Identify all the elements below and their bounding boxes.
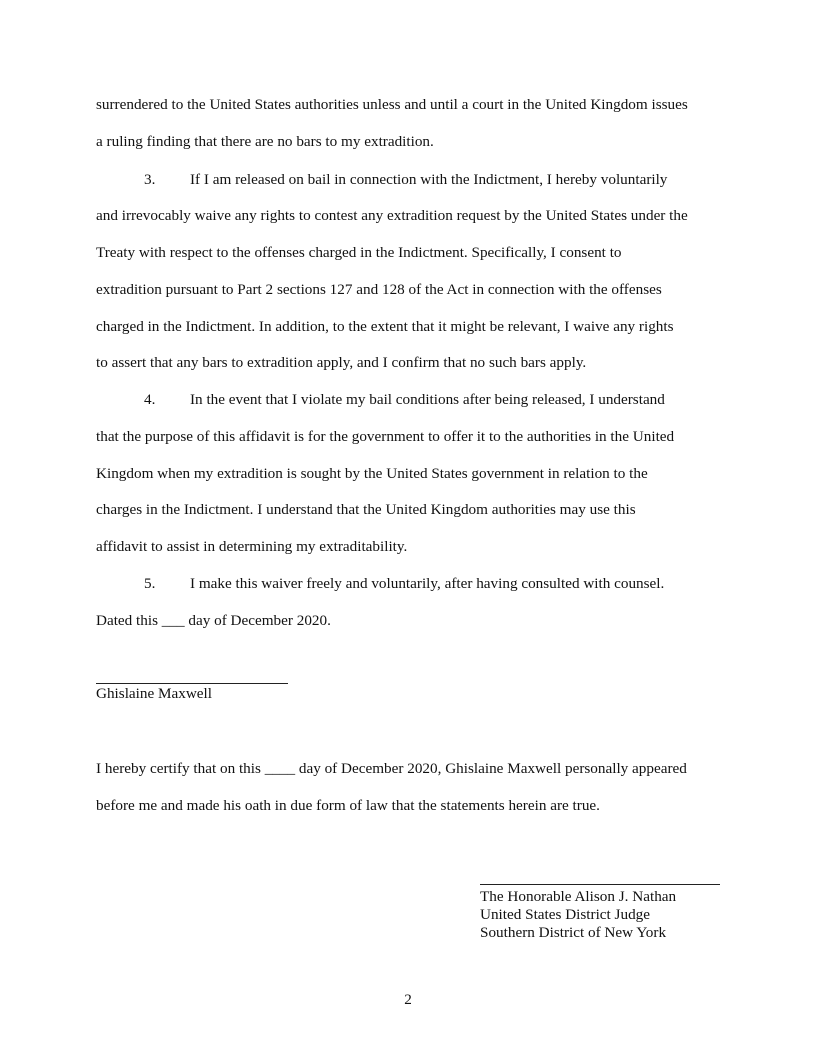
body-line: extradition pursuant to Part 2 sections 127 and 128 of the Act in connection with the offenses (96, 281, 662, 298)
certification-line: before me and made his oath in due form of law that the statements herein are true. (96, 797, 600, 814)
paragraph-3-first-line (96, 171, 667, 189)
body-line: Treaty with respect to the offenses charged in the Indictment. Specifically, I consent to (96, 244, 622, 261)
paragraph-number: 5. (144, 575, 156, 592)
body-line: that the purpose of this affidavit is for the government to offer it to the authorities in the United (96, 428, 675, 445)
body-line: Kingdom when my extradition is sought by the United States government in relation to the (96, 465, 648, 482)
dated-line: Dated this ___ day of December 2020. (96, 612, 331, 629)
paragraph-text: I make this waiver freely and voluntarily, after having consulted with counsel. (190, 575, 665, 592)
signer-name: Ghislaine Maxwell (96, 685, 212, 702)
body-line: surrendered to the United States authorities unless and until a court in the United Kingdom issues (96, 96, 688, 113)
body-line: affidavit to assist in determining my extraditability. (96, 538, 408, 555)
paragraph-text: In the event that I violate my bail conditions after being released, I understand (190, 391, 665, 408)
page-number: 2 (404, 991, 412, 1008)
paragraph-text: If I am released on bail in connection with the Indictment, I hereby voluntarily (190, 171, 668, 188)
judge-block (480, 888, 676, 942)
paragraph-5-first-line (96, 575, 664, 593)
body-line: charged in the Indictment. In addition, to the extent that it might be relevant, I waive any rights (96, 318, 674, 335)
judge-name: The Honorable Alison J. Nathan (480, 888, 677, 905)
paragraph-number: 4. (144, 391, 156, 408)
body-line: and irrevocably waive any rights to contest any extradition request by the United States under the (96, 207, 688, 224)
body-line: a ruling finding that there are no bars to my extradition. (96, 133, 434, 150)
signature-line (96, 683, 288, 684)
judge-title: United States District Judge (480, 906, 650, 923)
judge-signature-line (480, 884, 720, 885)
body-line: charges in the Indictment. I understand that the United Kingdom authorities may use this (96, 501, 636, 518)
paragraph-number: 3. (144, 171, 156, 188)
judge-district: Southern District of New York (480, 924, 667, 941)
body-line: to assert that any bars to extradition apply, and I confirm that no such bars apply. (96, 354, 587, 371)
certification-line: I hereby certify that on this ____ day of December 2020, Ghislaine Maxwell personally appeared (96, 760, 687, 777)
paragraph-4-first-line (96, 391, 665, 409)
